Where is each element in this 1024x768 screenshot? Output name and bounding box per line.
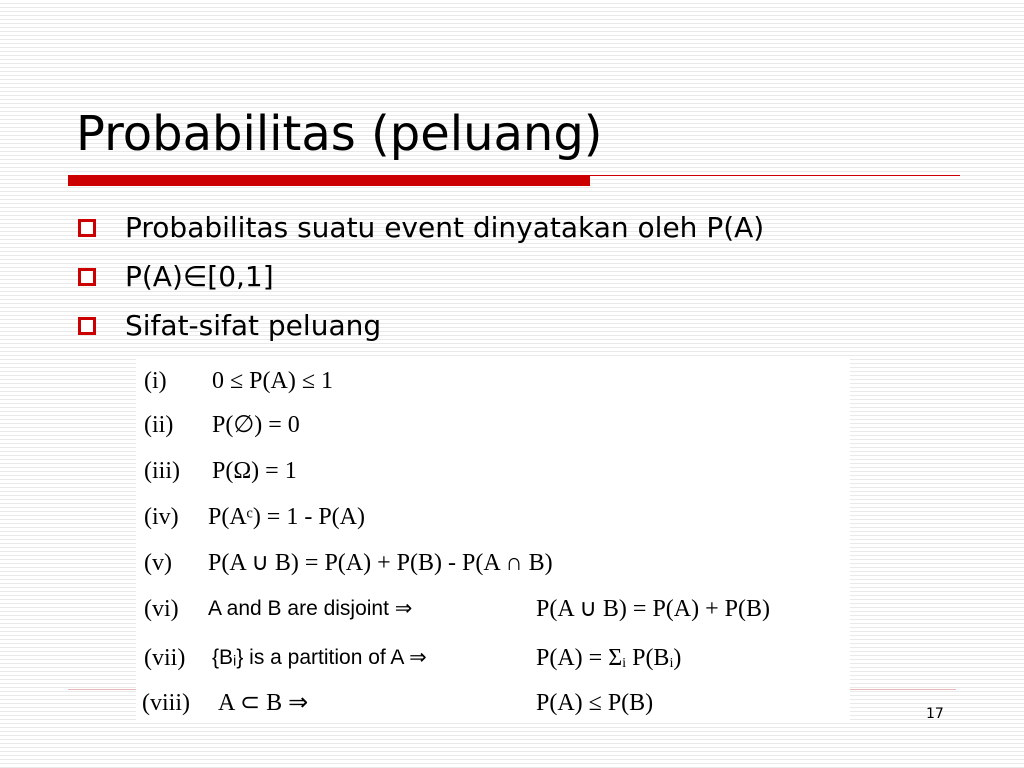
bullet-item [78, 252, 764, 301]
formula-label: (vi) [144, 596, 179, 622]
bullet-item [78, 301, 764, 350]
slide-title: Probabilitas (peluang) [76, 106, 603, 162]
square-bullet-icon [78, 219, 96, 237]
square-bullet-icon [78, 317, 96, 335]
bullet-text: P(A)∈[0,1] [125, 260, 274, 293]
formula-expression: 0 ≤ P(A) ≤ 1 [212, 368, 334, 394]
formula-label: (i) [144, 368, 167, 394]
page-number: 17 [926, 706, 944, 722]
formula-label: (iv) [144, 504, 179, 530]
formula-expression: P(Aᶜ) = 1 - P(A) [208, 504, 365, 530]
title-underline [68, 173, 960, 187]
formula-expression: P(A ∪ B) = P(A) + P(B) [536, 596, 770, 622]
formula-image [136, 358, 850, 723]
bullet-text: Probabilitas suatu event dinyatakan oleh P(A) [125, 211, 765, 244]
formula-expression: P(Ω) = 1 [212, 458, 297, 484]
title-underline-thick [68, 175, 590, 186]
formula-label: (viii) [142, 690, 190, 716]
bullet-list [78, 203, 764, 350]
formula-label: (vii) [144, 645, 186, 671]
formula-expression: P(A) ≤ P(B) [536, 690, 654, 716]
bullet-item [78, 203, 764, 252]
formula-condition: {Bᵢ} is a partition of A ⇒ [212, 646, 427, 669]
bullet-text: Sifat-sifat peluang [125, 309, 382, 342]
formula-expression: P(A) = Σᵢ P(Bᵢ) [536, 645, 682, 671]
footer-divider-right [850, 689, 956, 690]
square-bullet-icon [78, 268, 96, 286]
formula-condition: A and B are disjoint ⇒ [208, 597, 413, 620]
formula-label: (ii) [144, 412, 174, 438]
formula-expression: P(A ∪ B) = P(A) + P(B) - P(A ∩ B) [208, 550, 553, 576]
title-underline-thin [590, 175, 960, 176]
formula-label: (iii) [144, 458, 180, 484]
formula-condition: A ⊂ B ⇒ [218, 690, 309, 716]
formula-expression: P(∅) = 0 [212, 412, 300, 438]
formula-label: (v) [144, 550, 172, 576]
footer-divider-left [68, 689, 136, 690]
